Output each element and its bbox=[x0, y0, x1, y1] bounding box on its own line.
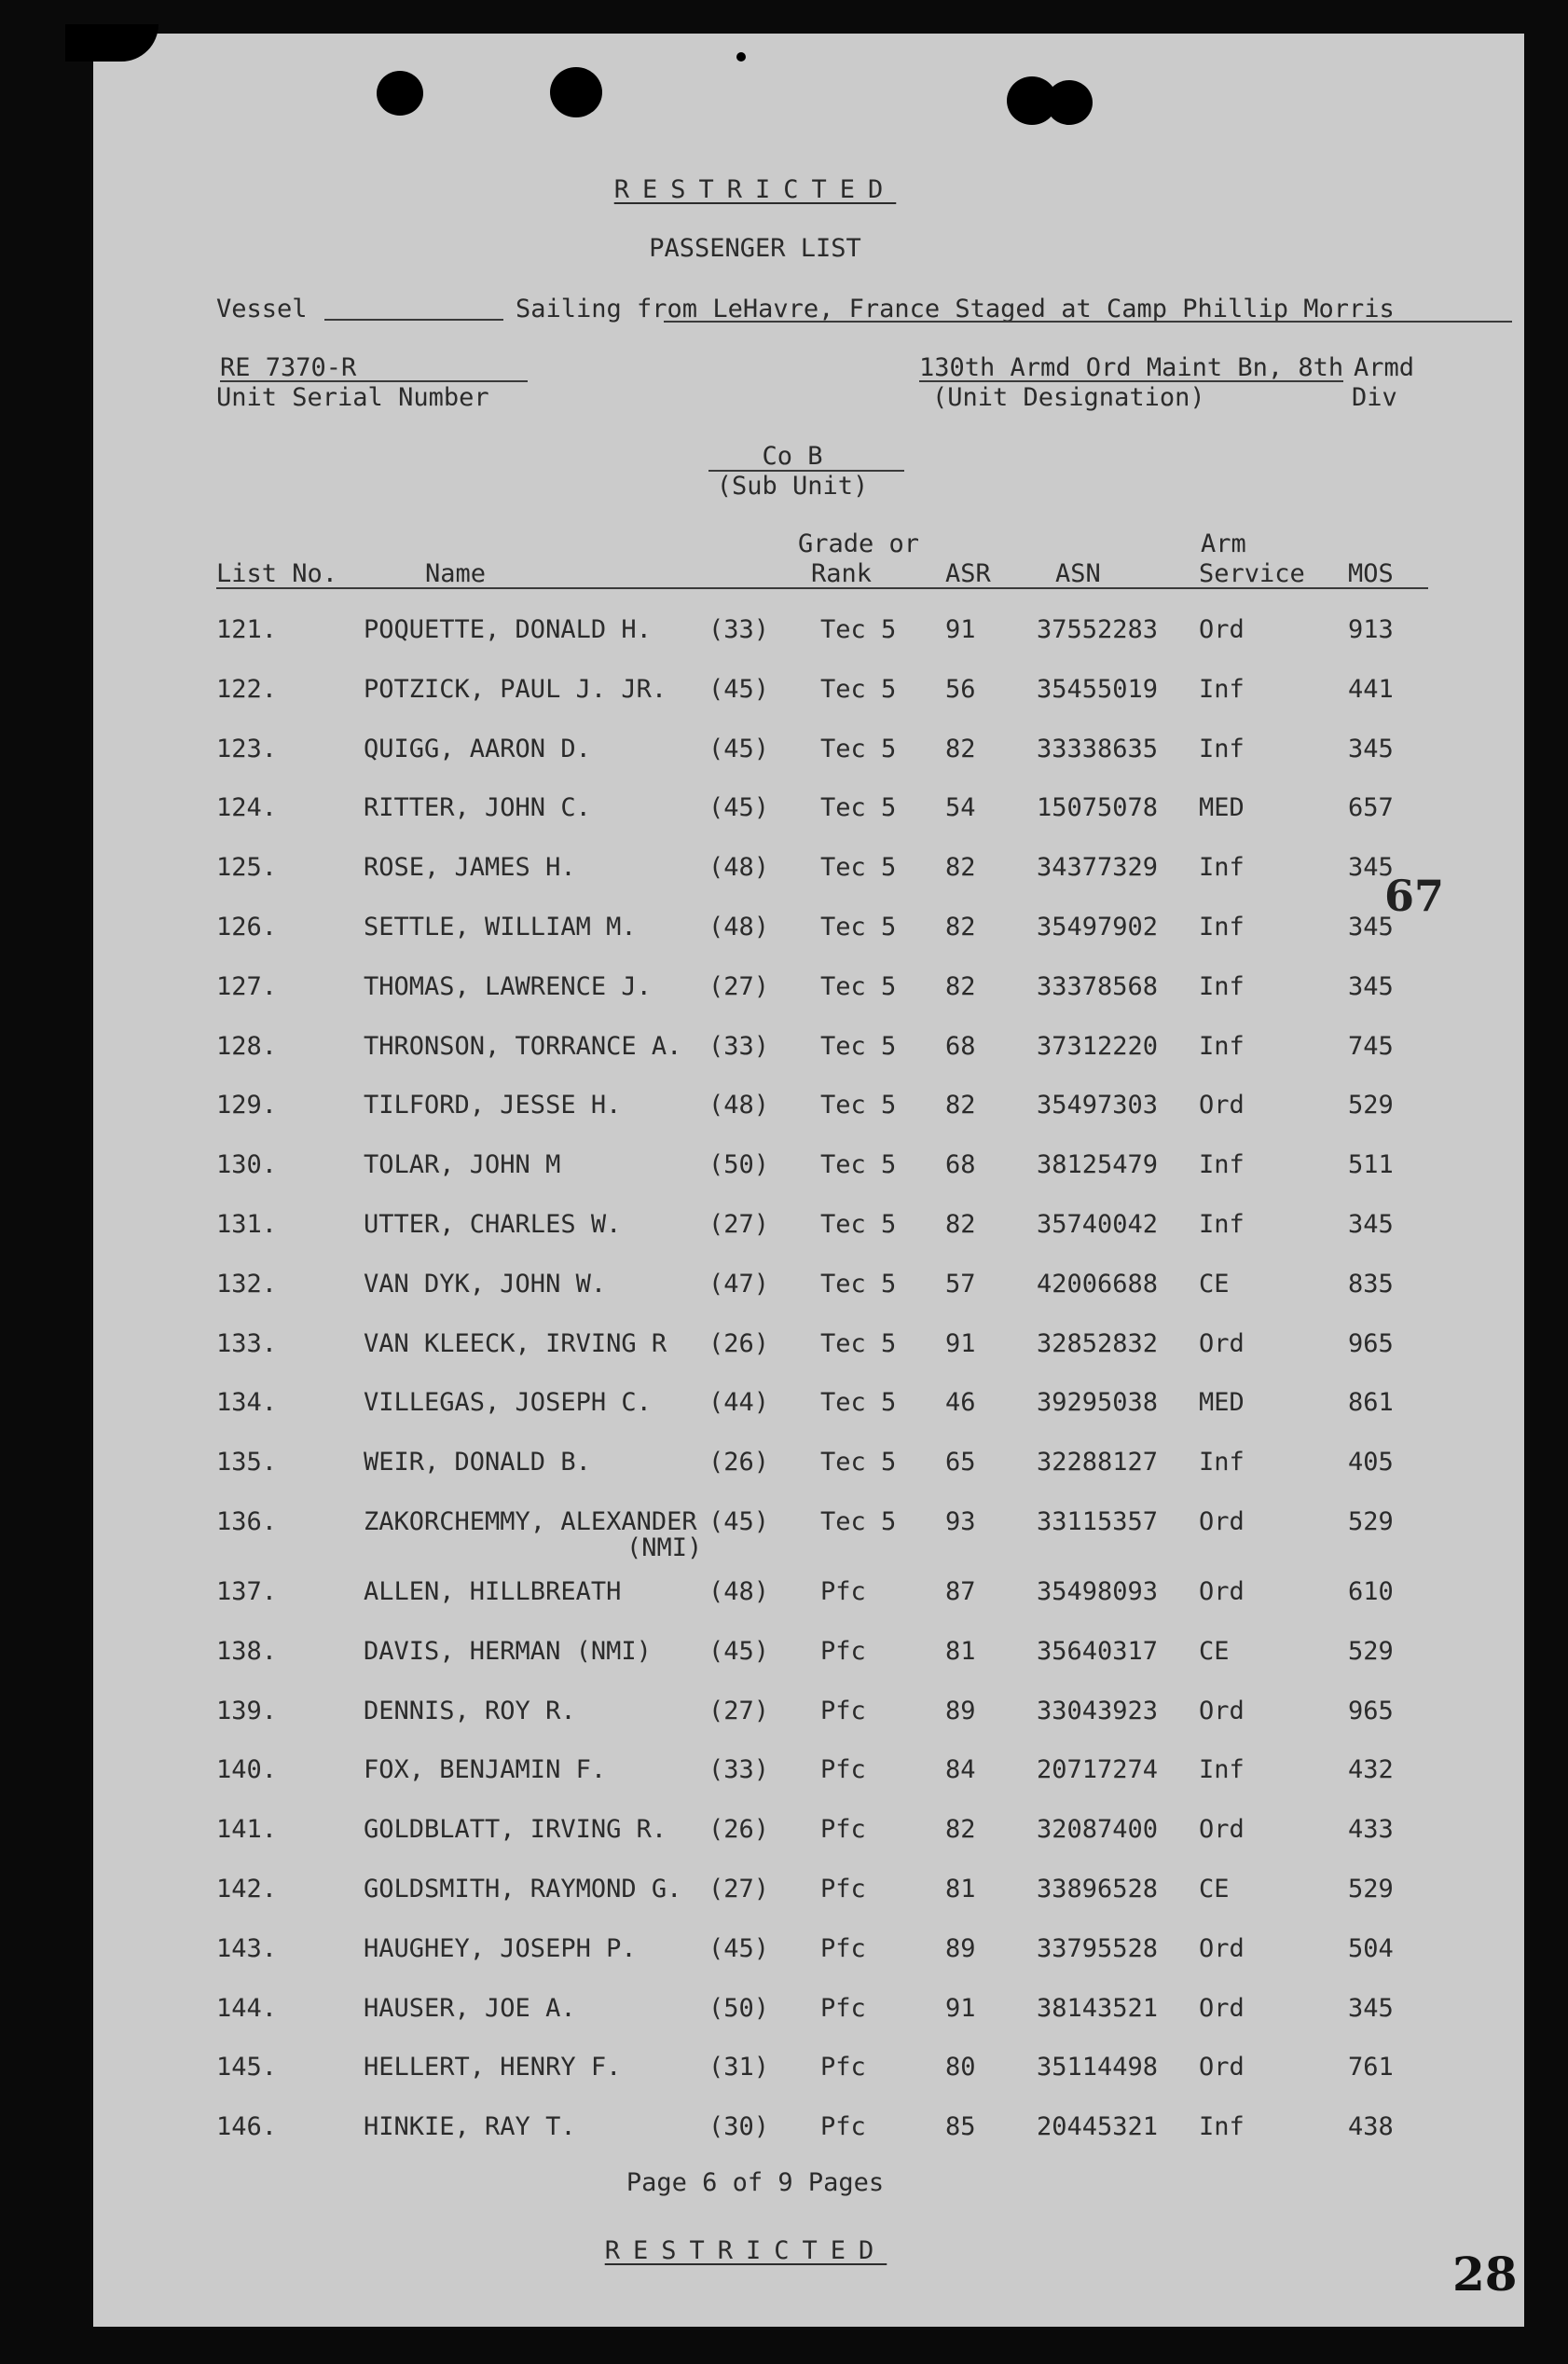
scan-artifact bbox=[65, 24, 158, 62]
passenger-arm-service: Inf bbox=[1199, 971, 1245, 1001]
passenger-asr: 82 bbox=[945, 734, 976, 763]
passenger-asr: 80 bbox=[945, 2053, 976, 2082]
passenger-arm-service: CE bbox=[1199, 1636, 1230, 1666]
passenger-mos: 835 bbox=[1348, 1269, 1394, 1299]
passenger-name: TOLAR, JOHN M bbox=[364, 1150, 561, 1180]
passenger-asn: 32852832 bbox=[1037, 1328, 1159, 1358]
passenger-asn: 37312220 bbox=[1037, 1031, 1159, 1061]
passenger-asn: 38125479 bbox=[1037, 1150, 1159, 1180]
passenger-age: (26) bbox=[708, 1328, 770, 1358]
list-number: 122. bbox=[216, 674, 278, 704]
passenger-arm-service: MED bbox=[1199, 1388, 1245, 1418]
passenger-asn: 32288127 bbox=[1037, 1448, 1159, 1478]
passenger-age: (48) bbox=[708, 913, 770, 941]
passenger-name: POTZICK, PAUL J. JR. bbox=[364, 674, 667, 704]
passenger-asr: 89 bbox=[945, 1696, 976, 1725]
passenger-name: ALLEN, HILLBREATH bbox=[364, 1577, 622, 1606]
passenger-name: FOX, BENJAMIN F. bbox=[364, 1755, 607, 1785]
list-number: 131. bbox=[216, 1210, 278, 1239]
passenger-asn: 35455019 bbox=[1037, 674, 1159, 704]
passenger-age: (33) bbox=[708, 1031, 770, 1061]
passenger-arm-service: Ord bbox=[1199, 1328, 1245, 1358]
passenger-arm-service: Ord bbox=[1199, 1577, 1245, 1606]
passenger-asr: 82 bbox=[945, 913, 976, 941]
passenger-asn: 35114498 bbox=[1037, 2053, 1159, 2082]
table-row bbox=[93, 2112, 1524, 2144]
passenger-name: THOMAS, LAWRENCE J. bbox=[364, 971, 652, 1001]
passenger-mos: 861 bbox=[1348, 1388, 1394, 1418]
passenger-asn: 33378568 bbox=[1037, 971, 1159, 1001]
passenger-asr: 84 bbox=[945, 1755, 976, 1785]
passenger-age: (45) bbox=[708, 674, 770, 704]
passenger-age: (45) bbox=[708, 793, 770, 823]
list-number: 146. bbox=[216, 2112, 278, 2142]
passenger-mos: 529 bbox=[1348, 1636, 1394, 1666]
passenger-name: HAUSER, JOE A. bbox=[364, 1993, 576, 2023]
passenger-mos: 529 bbox=[1348, 1875, 1394, 1904]
table-row bbox=[93, 1388, 1524, 1420]
col-arm-line1: Arm bbox=[1201, 529, 1246, 558]
unit-designation-label: (Unit Designation) bbox=[932, 383, 1205, 412]
passenger-asr: 93 bbox=[945, 1507, 976, 1536]
passenger-name: RITTER, JOHN C. bbox=[364, 793, 591, 823]
passenger-mos: 965 bbox=[1348, 1696, 1394, 1725]
table-row bbox=[93, 913, 1524, 944]
passenger-name: UTTER, CHARLES W. bbox=[364, 1210, 622, 1239]
passenger-rank: Pfc bbox=[820, 2112, 866, 2142]
list-number: 143. bbox=[216, 1933, 278, 1963]
passenger-arm-service: Inf bbox=[1199, 1210, 1245, 1239]
passenger-name: QUIGG, AARON D. bbox=[364, 734, 591, 763]
unit-designation-value: 130th Armd Ord Maint Bn, 8th bbox=[919, 353, 1344, 382]
passenger-age: (27) bbox=[708, 1210, 770, 1239]
passenger-age: (48) bbox=[708, 1577, 770, 1606]
passenger-arm-service: Inf bbox=[1199, 674, 1245, 704]
passenger-arm-service: Ord bbox=[1199, 1815, 1245, 1845]
passenger-arm-service: Inf bbox=[1199, 1448, 1245, 1478]
passenger-asn: 32087400 bbox=[1037, 1815, 1159, 1845]
passenger-rank: Pfc bbox=[820, 1933, 866, 1963]
list-number: 134. bbox=[216, 1388, 278, 1418]
passenger-arm-service: Ord bbox=[1199, 2053, 1245, 2082]
passenger-mos: 610 bbox=[1348, 1577, 1394, 1606]
passenger-name: DAVIS, HERMAN (NMI) bbox=[364, 1636, 652, 1666]
list-number: 144. bbox=[216, 1993, 278, 2023]
list-number: 132. bbox=[216, 1269, 278, 1299]
passenger-asr: 54 bbox=[945, 793, 976, 823]
passenger-asn: 35740042 bbox=[1037, 1210, 1159, 1239]
unit-serial-label: Unit Serial Number bbox=[216, 383, 489, 412]
col-grade-line1: Grade or bbox=[798, 529, 920, 558]
col-asn: ASN bbox=[1055, 559, 1101, 588]
passenger-mos: 504 bbox=[1348, 1933, 1394, 1963]
passenger-mos: 345 bbox=[1348, 853, 1394, 883]
passenger-mos: 345 bbox=[1348, 913, 1394, 941]
passenger-asn: 15075078 bbox=[1037, 793, 1159, 823]
passenger-asn: 33896528 bbox=[1037, 1875, 1159, 1904]
table-row bbox=[93, 793, 1524, 825]
passenger-asn: 33043923 bbox=[1037, 1696, 1159, 1725]
passenger-age: (48) bbox=[708, 1091, 770, 1120]
list-number: 141. bbox=[216, 1815, 278, 1845]
table-row bbox=[93, 2053, 1524, 2084]
passenger-mos: 529 bbox=[1348, 1507, 1394, 1536]
passenger-mos: 345 bbox=[1348, 1210, 1394, 1239]
passenger-asr: 91 bbox=[945, 1328, 976, 1358]
passenger-asr: 82 bbox=[945, 971, 976, 1001]
table-row bbox=[93, 1637, 1524, 1669]
passenger-age: (30) bbox=[708, 2112, 770, 2142]
passenger-arm-service: Inf bbox=[1199, 1755, 1245, 1785]
passenger-asr: 91 bbox=[945, 615, 976, 644]
passenger-asn: 20717274 bbox=[1037, 1755, 1159, 1785]
passenger-mos: 345 bbox=[1348, 971, 1394, 1001]
list-number: 138. bbox=[216, 1636, 278, 1666]
passenger-asn: 35497902 bbox=[1037, 913, 1159, 941]
passenger-name: HINKIE, RAY T. bbox=[364, 2112, 576, 2142]
passenger-arm-service: Ord bbox=[1199, 615, 1245, 644]
unit-serial-value: RE 7370-R bbox=[220, 353, 357, 382]
passenger-asr: 68 bbox=[945, 1150, 976, 1180]
passenger-asn: 33115357 bbox=[1037, 1507, 1159, 1536]
passenger-name: HAUGHEY, JOSEPH P. bbox=[364, 1933, 637, 1963]
passenger-mos: 761 bbox=[1348, 2053, 1394, 2082]
passenger-rank: Tec 5 bbox=[820, 971, 897, 1001]
passenger-rank: Tec 5 bbox=[820, 913, 897, 941]
passenger-arm-service: Ord bbox=[1199, 1933, 1245, 1963]
table-row bbox=[93, 1815, 1524, 1847]
passenger-name: VILLEGAS, JOSEPH C. bbox=[364, 1388, 652, 1418]
passenger-mos: 345 bbox=[1348, 734, 1394, 763]
passenger-asn: 42006688 bbox=[1037, 1269, 1159, 1299]
passenger-arm-service: CE bbox=[1199, 1269, 1230, 1299]
list-number: 126. bbox=[216, 913, 278, 941]
col-name: Name bbox=[425, 559, 487, 588]
passenger-name: VAN KLEECK, IRVING R bbox=[364, 1328, 667, 1358]
passenger-age: (27) bbox=[708, 1875, 770, 1904]
passenger-age: (27) bbox=[708, 1696, 770, 1725]
list-number: 133. bbox=[216, 1328, 278, 1358]
vessel-blank-line bbox=[324, 319, 503, 321]
passenger-asr: 82 bbox=[945, 1815, 976, 1845]
table-row bbox=[93, 615, 1524, 647]
passenger-mos: 511 bbox=[1348, 1150, 1394, 1180]
passenger-rank: Pfc bbox=[820, 1875, 866, 1904]
passenger-age: (44) bbox=[708, 1388, 770, 1418]
passenger-asn: 38143521 bbox=[1037, 1993, 1159, 2023]
header-underline bbox=[216, 587, 1428, 589]
passenger-name: GOLDSMITH, RAYMOND G. bbox=[364, 1875, 682, 1904]
passenger-asn: 20445321 bbox=[1037, 2112, 1159, 2142]
col-mos: MOS bbox=[1348, 559, 1394, 588]
corner-stamp: 28 bbox=[1452, 2247, 1518, 2302]
col-asr: ASR bbox=[945, 559, 991, 588]
passenger-rank: Tec 5 bbox=[820, 1507, 897, 1536]
passenger-rank: Tec 5 bbox=[820, 793, 897, 823]
passenger-rank: Tec 5 bbox=[820, 1269, 897, 1299]
table-row bbox=[93, 1994, 1524, 2026]
list-number: 127. bbox=[216, 971, 278, 1001]
passenger-arm-service: Inf bbox=[1199, 734, 1245, 763]
table-row bbox=[93, 1329, 1524, 1361]
passenger-asn: 37552283 bbox=[1037, 615, 1159, 644]
passenger-arm-service: Inf bbox=[1199, 1031, 1245, 1061]
table-row bbox=[93, 853, 1524, 885]
passenger-mos: 965 bbox=[1348, 1328, 1394, 1358]
table-row bbox=[93, 1755, 1524, 1787]
list-number: 123. bbox=[216, 734, 278, 763]
sub-unit-label: (Sub Unit) bbox=[716, 472, 869, 501]
passenger-asr: 68 bbox=[945, 1031, 976, 1061]
passenger-name: VAN DYK, JOHN W. bbox=[364, 1269, 607, 1299]
unit-designation-underline bbox=[919, 380, 1343, 382]
passenger-asn: 33338635 bbox=[1037, 734, 1159, 763]
list-number: 129. bbox=[216, 1091, 278, 1120]
passenger-asr: 57 bbox=[945, 1269, 976, 1299]
document-page bbox=[93, 34, 1524, 2327]
passenger-name: HELLERT, HENRY F. bbox=[364, 2053, 622, 2082]
passenger-mos: 913 bbox=[1348, 615, 1394, 644]
passenger-age: (33) bbox=[708, 1755, 770, 1785]
punch-hole bbox=[550, 67, 602, 117]
passenger-name-note: (NMI) bbox=[626, 1533, 703, 1562]
passenger-asn: 34377329 bbox=[1037, 853, 1159, 883]
passenger-age: (45) bbox=[708, 734, 770, 763]
passenger-mos: 657 bbox=[1348, 793, 1394, 823]
table-row bbox=[93, 1210, 1524, 1242]
passenger-age: (47) bbox=[708, 1269, 770, 1299]
list-number: 142. bbox=[216, 1875, 278, 1904]
passenger-arm-service: Inf bbox=[1199, 853, 1245, 883]
passenger-name: GOLDBLATT, IRVING R. bbox=[364, 1815, 667, 1845]
passenger-age: (33) bbox=[708, 615, 770, 644]
table-row bbox=[93, 675, 1524, 707]
punch-hole bbox=[1046, 80, 1093, 125]
passenger-asn: 33795528 bbox=[1037, 1933, 1159, 1963]
passenger-asr: 82 bbox=[945, 853, 976, 883]
passenger-rank: Tec 5 bbox=[820, 734, 897, 763]
passenger-arm-service: Ord bbox=[1199, 1507, 1245, 1536]
passenger-arm-service: Ord bbox=[1199, 1091, 1245, 1120]
passenger-mos: 345 bbox=[1348, 1993, 1394, 2023]
passenger-arm-service: Inf bbox=[1199, 913, 1245, 941]
classification-bottom: RESTRICTED bbox=[604, 2236, 887, 2265]
sailing-underline bbox=[664, 321, 1512, 323]
table-row bbox=[93, 1448, 1524, 1479]
passenger-asr: 85 bbox=[945, 2112, 976, 2142]
passenger-asr: 65 bbox=[945, 1448, 976, 1478]
punch-hole bbox=[377, 71, 423, 116]
passenger-age: (27) bbox=[708, 971, 770, 1001]
table-row bbox=[93, 1697, 1524, 1728]
passenger-rank: Pfc bbox=[820, 1993, 866, 2023]
passenger-asn: 35498093 bbox=[1037, 1577, 1159, 1606]
passenger-mos: 405 bbox=[1348, 1448, 1394, 1478]
unit-designation-suffix: Armd bbox=[1354, 353, 1415, 382]
passenger-rank: Pfc bbox=[820, 2053, 866, 2082]
passenger-arm-service: Inf bbox=[1199, 1150, 1245, 1180]
passenger-name: SETTLE, WILLIAM M. bbox=[364, 913, 637, 941]
passenger-rank: Pfc bbox=[820, 1577, 866, 1606]
passenger-age: (45) bbox=[708, 1636, 770, 1666]
table-row bbox=[93, 972, 1524, 1004]
passenger-age: (26) bbox=[708, 1815, 770, 1845]
passenger-asr: 46 bbox=[945, 1388, 976, 1418]
list-number: 125. bbox=[216, 853, 278, 883]
unit-serial-underline bbox=[220, 380, 528, 382]
passenger-asr: 87 bbox=[945, 1577, 976, 1606]
table-row bbox=[93, 735, 1524, 766]
passenger-age: (45) bbox=[708, 1507, 770, 1536]
passenger-rank: Tec 5 bbox=[820, 1031, 897, 1061]
table-row bbox=[93, 1507, 1524, 1562]
passenger-arm-service: Ord bbox=[1199, 1993, 1245, 2023]
col-arm-line2: Service bbox=[1199, 559, 1305, 588]
passenger-name: WEIR, DONALD B. bbox=[364, 1448, 591, 1478]
passenger-asr: 89 bbox=[945, 1933, 976, 1963]
passenger-asn: 35497303 bbox=[1037, 1091, 1159, 1120]
passenger-arm-service: CE bbox=[1199, 1875, 1230, 1904]
passenger-rank: Tec 5 bbox=[820, 1328, 897, 1358]
sub-unit-value: Co B bbox=[762, 442, 823, 471]
table-row bbox=[93, 1270, 1524, 1301]
passenger-rank: Pfc bbox=[820, 1755, 866, 1785]
passenger-age: (48) bbox=[708, 853, 770, 883]
list-number: 128. bbox=[216, 1031, 278, 1061]
passenger-asr: 91 bbox=[945, 1993, 976, 2023]
passenger-asr: 81 bbox=[945, 1636, 976, 1666]
list-number: 145. bbox=[216, 2053, 278, 2082]
classification-top: RESTRICTED bbox=[613, 175, 897, 204]
table-row bbox=[93, 1091, 1524, 1122]
list-number: 135. bbox=[216, 1448, 278, 1478]
passenger-asr: 82 bbox=[945, 1210, 976, 1239]
passenger-mos: 441 bbox=[1348, 674, 1394, 704]
vessel-label: Vessel bbox=[216, 295, 308, 323]
unit-designation-suffix2: Div bbox=[1352, 383, 1397, 412]
passenger-age: (50) bbox=[708, 1993, 770, 2023]
table-row bbox=[93, 1875, 1524, 1906]
passenger-rank: Tec 5 bbox=[820, 1388, 897, 1418]
table-row bbox=[93, 1934, 1524, 1966]
passenger-age: (26) bbox=[708, 1448, 770, 1478]
table-row bbox=[93, 1577, 1524, 1609]
passenger-name: ZAKORCHEMMY, ALEXANDER bbox=[364, 1507, 697, 1536]
passenger-arm-service: Ord bbox=[1199, 1696, 1245, 1725]
passenger-arm-service: Inf bbox=[1199, 2112, 1245, 2142]
passenger-rank: Tec 5 bbox=[820, 1091, 897, 1120]
passenger-mos: 529 bbox=[1348, 1091, 1394, 1120]
passenger-rank: Pfc bbox=[820, 1815, 866, 1845]
passenger-rank: Pfc bbox=[820, 1636, 866, 1666]
sailing-text: Sailing from LeHavre, France Staged at Camp Phillip Morris bbox=[516, 295, 1395, 323]
passenger-name: DENNIS, ROY R. bbox=[364, 1696, 576, 1725]
passenger-name: ROSE, JAMES H. bbox=[364, 853, 576, 883]
list-number: 124. bbox=[216, 793, 278, 823]
list-number: 130. bbox=[216, 1150, 278, 1180]
passenger-name: THRONSON, TORRANCE A. bbox=[364, 1031, 682, 1061]
passenger-rank: Tec 5 bbox=[820, 1448, 897, 1478]
passenger-asn: 39295038 bbox=[1037, 1388, 1159, 1418]
passenger-age: (50) bbox=[708, 1150, 770, 1180]
passenger-rank: Tec 5 bbox=[820, 674, 897, 704]
passenger-asr: 81 bbox=[945, 1875, 976, 1904]
passenger-mos: 432 bbox=[1348, 1755, 1394, 1785]
list-number: 121. bbox=[216, 615, 278, 644]
list-number: 140. bbox=[216, 1755, 278, 1785]
passenger-arm-service: MED bbox=[1199, 793, 1245, 823]
passenger-asr: 82 bbox=[945, 1091, 976, 1120]
passenger-age: (45) bbox=[708, 1933, 770, 1963]
scan-artifact bbox=[736, 52, 746, 62]
passenger-name: POQUETTE, DONALD H. bbox=[364, 615, 652, 644]
passenger-rank: Tec 5 bbox=[820, 1210, 897, 1239]
passenger-asr: 56 bbox=[945, 674, 976, 704]
passenger-name: TILFORD, JESSE H. bbox=[364, 1091, 622, 1120]
passenger-rank: Tec 5 bbox=[820, 853, 897, 883]
passenger-mos: 433 bbox=[1348, 1815, 1394, 1845]
col-list-no: List No. bbox=[216, 559, 338, 588]
page-indicator: Page 6 of 9 Pages bbox=[626, 2168, 885, 2197]
passenger-age: (31) bbox=[708, 2053, 770, 2082]
table-row bbox=[93, 1150, 1524, 1182]
passenger-mos: 438 bbox=[1348, 2112, 1394, 2142]
passenger-rank: Pfc bbox=[820, 1696, 866, 1725]
handwritten-number: 67 bbox=[1384, 871, 1445, 921]
passenger-mos: 745 bbox=[1348, 1031, 1394, 1061]
list-number: 137. bbox=[216, 1577, 278, 1606]
table-row bbox=[93, 1032, 1524, 1064]
passenger-asn: 35640317 bbox=[1037, 1636, 1159, 1666]
passenger-rank: Tec 5 bbox=[820, 615, 897, 644]
passenger-rank: Tec 5 bbox=[820, 1150, 897, 1180]
document-title: PASSENGER LIST bbox=[649, 234, 861, 263]
col-grade-line2: Rank bbox=[811, 559, 873, 588]
list-number: 139. bbox=[216, 1696, 278, 1725]
list-number: 136. bbox=[216, 1507, 278, 1536]
